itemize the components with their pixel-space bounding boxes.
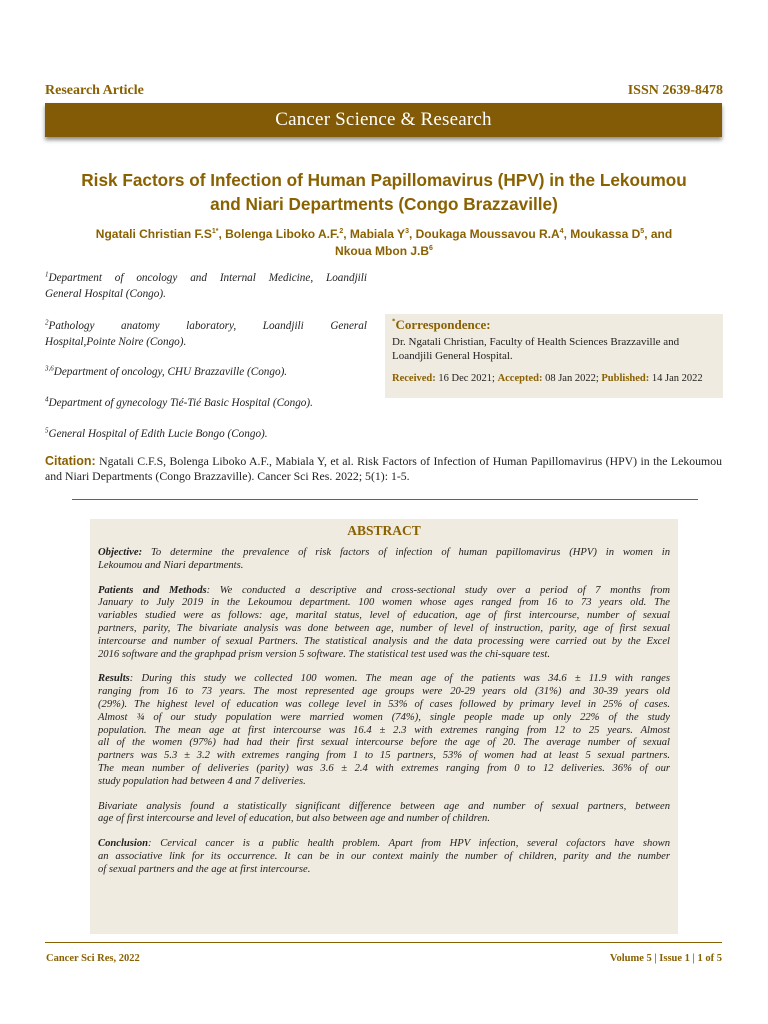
abstract-objective: [98, 547, 670, 573]
bivariate-text: Bivariate analysis found a statistically significant difference between age and number of sexual partners, between: [98, 800, 670, 812]
abstract-results: [98, 673, 670, 788]
author-affiliation-marker: 2: [339, 228, 344, 235]
footer-page-info: Volume 5 | Issue 1 | 1 of 5: [609, 953, 722, 964]
author-affiliation-marker: 1*: [211, 228, 219, 235]
affiliation-marker: 5: [45, 426, 49, 435]
affiliation-text: Pathology anatomy laboratory, Loandjili General: [48, 320, 367, 332]
divider: [72, 499, 698, 500]
paper-title: [44, 168, 724, 216]
methods-text: partners, parity, The bivariate analysis was done between age, number of level of instruction, parity, age of first sexual: [98, 622, 670, 634]
journal-name: Cancer Science & Research: [275, 109, 492, 130]
methods-text: intercourse and number of sexual Partners. The statistical analysis and the data processing were carried out by the Excel: [98, 635, 670, 647]
article-type-label: Research Article: [45, 83, 144, 98]
results-text: population. The mean age at first intercourse was 16.4 ± 2.3 with extremes ranging from 12 to 25 years. Almost: [98, 724, 670, 736]
objective-label: Objective:: [98, 547, 143, 558]
results-text: (29%). The highest level of education was college level in 53% of cases followed by primary level in 25% of cases.: [98, 698, 670, 710]
conclusion-text: of sexual partners and the age at first intercourse.: [98, 863, 311, 875]
affiliation-marker: 2: [45, 318, 49, 327]
published-date: 14 Jan 2022: [649, 373, 703, 384]
results-text: ranging from 16 to 73 years. The most represented age groups were 20-29 years old (31%) and 30-39 years old: [98, 686, 670, 698]
author-name: , Bolenga Liboko A.F.: [218, 227, 340, 241]
affiliation-3: [45, 364, 367, 380]
affiliation-4: [45, 395, 367, 411]
author-line-1: [44, 226, 724, 243]
abstract-conclusion: [98, 838, 670, 876]
accepted-date: 08 Jan 2022;: [542, 373, 602, 384]
bivariate-text: age of first intercourse and level of education, but also between age and number of children.: [98, 813, 490, 825]
author-affiliation-marker: 4: [559, 228, 564, 235]
correspondence-marker: *: [392, 317, 396, 326]
received-date: 16 Dec 2021;: [435, 373, 498, 384]
footer-divider: [45, 942, 722, 943]
author-name: Nkoua Mbon J.B: [335, 244, 430, 258]
methods-text: : We conducted a descriptive and cross-sectional study over a period of 7 months from: [206, 584, 670, 596]
affiliation-text: Department of gynecology Tié-Tié Basic Hospital (Congo).: [48, 397, 313, 409]
citation-text: Ngatali C.F.S, Bolenga Liboko A.F., Mabiala Y, et al. Risk Factors of Infection of Human Papillomavirus (HPV) in the Lekoumou and Niari Departments (Congo Brazzaville). Cancer Sci Res. 2022; 5(1): 1-5.: [45, 454, 722, 483]
methods-text: January to July 2019 in the Lekoumou department. 100 women whose ages ranged from 16 to 73 years old. The: [98, 597, 670, 609]
abstract-heading: ABSTRACT: [347, 523, 421, 538]
citation: [45, 454, 722, 484]
affiliation-5: [45, 426, 367, 442]
title-line: Risk Factors of Infection of Human Papillomavirus (HPV) in the Lekoumou: [81, 170, 687, 190]
author-name: , and: [644, 227, 673, 241]
affiliation-text: Hospital,Pointe Noire (Congo).: [45, 336, 187, 348]
affiliation-text: General Hospital (Congo).: [45, 288, 166, 300]
results-text: Almost ¾ of our study population were married women (74%), single people made up only 22% of the study: [98, 711, 670, 723]
correspondence-box: [385, 314, 723, 398]
title-line: and Niari Departments (Congo Brazzaville): [210, 194, 558, 214]
abstract-methods: [98, 585, 670, 662]
issn-label: ISSN 2639-8478: [627, 83, 723, 98]
objective-text: Lekoumou and Niari departments.: [98, 559, 244, 571]
author-affiliation-marker: 5: [640, 228, 645, 235]
results-text: all of the women (97%) had had their first sexual intercourse before the age of 20. The average number of sexual: [98, 737, 670, 749]
methods-text: 2016 software and the graphpad prism version 5 software. The statistical test used was the chi-square test.: [98, 648, 550, 660]
correspondence-heading: Correspondence:: [395, 317, 491, 332]
accepted-label: Accepted:: [497, 373, 543, 384]
author-affiliation-marker: 6: [429, 245, 433, 252]
footer-journal: Cancer Sci Res, 2022: [46, 953, 140, 964]
results-text: : During this study we collected 100 women. The mean age of the patients was 34.6 ± 11.9 with ranges: [129, 673, 670, 685]
received-label: Received:: [392, 373, 436, 384]
affiliation-marker: 1: [45, 270, 49, 279]
author-affiliation-marker: 3: [405, 228, 409, 235]
objective-text: To determine the prevalence of risk factors of infection of human papillomavirus (HPV) in women in: [142, 547, 670, 558]
affiliation-marker: 3,6: [45, 364, 54, 373]
methods-text: variables studied were as follows: age, marital status, level of education, age of first intercourse, number of sexual: [98, 610, 670, 622]
methods-label: Patients and Methods: [98, 584, 207, 596]
affiliation-text: Department of oncology, CHU Brazzaville (Congo).: [53, 366, 288, 378]
published-label: Published:: [601, 373, 650, 384]
author-name: , Doukaga Moussavou R.A: [408, 227, 560, 241]
author-list: [44, 226, 724, 260]
affiliation-text: Department of oncology and Internal Medicine, Loandjili: [48, 272, 367, 284]
correspondence-title: [392, 318, 716, 332]
author-name: Ngatali Christian F.S: [95, 227, 212, 241]
author-name: , Mabiala Y: [343, 227, 406, 241]
journal-banner: [45, 103, 722, 137]
abstract-box: [90, 519, 678, 934]
results-text: study population had between 4 and 7 deliveries.: [98, 775, 306, 787]
author-line-2: [44, 243, 724, 260]
author-name: , Moukassa D: [563, 227, 641, 241]
affiliation-2: [45, 318, 367, 350]
conclusion-label: Conclusion: [98, 838, 149, 850]
publication-dates: [392, 372, 716, 386]
results-text: partners was 5.3 ± 3.2 with extremes ranging from 1 to 15 partners, 53% of women had at least 5 sexual partners.: [98, 750, 670, 762]
affiliation-marker: 4: [45, 395, 49, 404]
abstract-bivariate: [98, 801, 670, 827]
affiliation-text: General Hospital of Edith Lucie Bongo (Congo).: [48, 428, 268, 440]
results-label: Results: [98, 673, 130, 685]
correspondence-text: Dr. Ngatali Christian, Faculty of Health Sciences Brazzaville and Loandjili General Hospital.: [392, 336, 680, 362]
citation-label: Citation:: [45, 454, 96, 468]
conclusion-text: : Cervical cancer is a public health problem. Apart from HPV infection, several cofactors have shown: [148, 838, 670, 850]
results-text: The mean number of deliveries (parity) was 3.6 ± 2.4 with extremes ranging from 0 to 12 deliveries. 36% of our: [98, 762, 670, 774]
conclusion-text: an associative link for its occurrence. It can be in our context mainly the number of children, parity and the number: [98, 850, 670, 862]
affiliation-1: [45, 270, 367, 302]
